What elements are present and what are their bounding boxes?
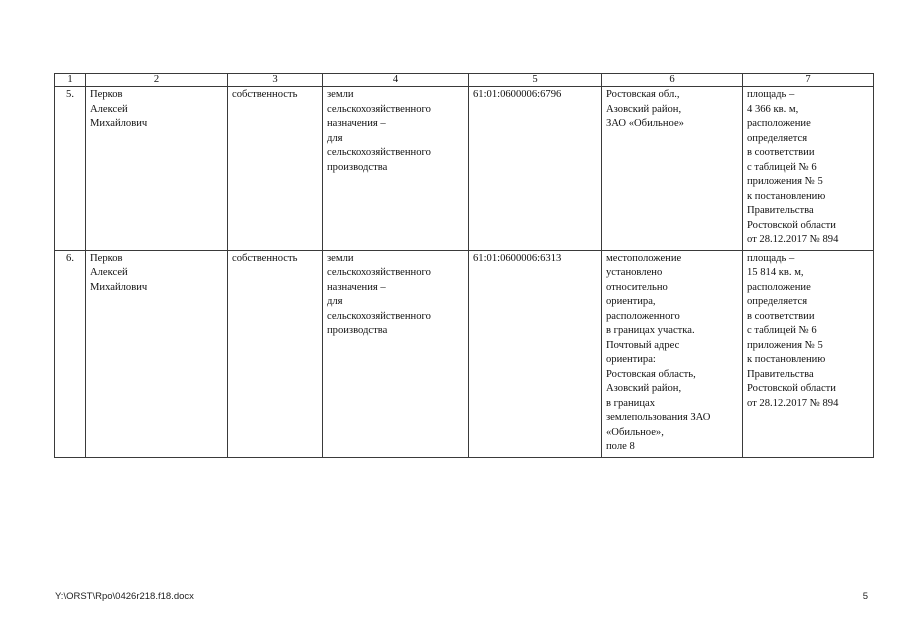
cell-line: для (327, 132, 343, 144)
cell-line: приложения № 5 (747, 339, 823, 351)
owner-name-cell (86, 250, 228, 457)
cell-line: сельскохозяйственного (327, 310, 431, 322)
cell-line: установлено (606, 267, 663, 278)
cell-line: Алексей (90, 103, 128, 115)
column-header: 1 (55, 74, 86, 87)
cell-line: расположение (747, 281, 811, 293)
column-header: 5 (469, 74, 602, 87)
cell-line: ориентира, (606, 296, 656, 307)
cell-line: Перков (90, 89, 123, 100)
area-cell (743, 250, 874, 457)
cell-line: к постановлению (747, 354, 826, 365)
cell-line: Ростовской области (747, 219, 836, 231)
cell-line: ориентира: (606, 354, 656, 365)
row-number-cell: 5. (55, 87, 86, 251)
cell-line: с таблицей № 6 (747, 161, 817, 173)
cell-line: с таблицей № 6 (747, 325, 817, 336)
cell-line: от 28.12.2017 № 894 (747, 234, 839, 245)
cell-line: Ростовская область, (606, 368, 696, 380)
header-row (55, 74, 874, 87)
cell-line: расположение (747, 118, 811, 129)
cell-line: Ростовская обл., (606, 89, 680, 100)
cell-line: Алексей (90, 267, 128, 278)
location-cell (602, 87, 743, 251)
cell-line: Почтовый адрес (606, 339, 680, 351)
cell-line: ЗАО «Обильное» (606, 118, 684, 129)
owner-name-cell (86, 87, 228, 251)
cell-line: Азовский район, (606, 103, 682, 115)
cell-line: расположенного (606, 310, 680, 322)
cell-line: 61:01:0600006:6313 (473, 252, 562, 264)
footer-file-path: Y:\ORST\Rpo\0426r218.f18.docx (55, 591, 194, 602)
cell-line: определяется (747, 296, 808, 307)
cell-line: назначения – (327, 118, 386, 129)
location-cell (602, 250, 743, 457)
cell-line: Михайлович (90, 281, 148, 293)
cell-line: собственность (232, 89, 298, 100)
cell-line: 15 814 кв. м, (747, 267, 804, 278)
cell-line: для (327, 296, 343, 307)
cell-line: определяется (747, 132, 808, 144)
cell-line: назначения – (327, 281, 386, 293)
column-header: 6 (602, 74, 743, 87)
land-category-cell (323, 87, 469, 251)
area-cell (743, 87, 874, 251)
cell-line: приложения № 5 (747, 176, 823, 187)
table-row (55, 87, 874, 251)
cell-line: сельскохозяйственного (327, 147, 431, 158)
cell-line: Азовский район, (606, 383, 682, 394)
cell-line: землепользования ЗАО (606, 412, 711, 423)
cell-line: в соответствии (747, 310, 815, 322)
land-plots-table (54, 73, 874, 458)
cell-line: сельскохозяйственного (327, 267, 431, 278)
cell-line: Михайлович (90, 118, 148, 129)
column-header: 4 (323, 74, 469, 87)
cell-line: в границах участка. (606, 325, 695, 336)
cell-line: Ростовской области (747, 383, 836, 394)
land-category-cell (323, 250, 469, 457)
cell-line: местоположение (606, 252, 682, 264)
cell-line: в границах (606, 397, 656, 409)
cell-line: собственность (232, 252, 298, 264)
cell-line: площадь – (747, 89, 795, 100)
cell-line: Перков (90, 252, 123, 264)
ownership-right-cell (228, 87, 323, 251)
cell-line: поле 8 (606, 441, 635, 452)
cell-line: к постановлению (747, 190, 826, 202)
table-row (55, 250, 874, 457)
cell-line: относительно (606, 281, 668, 293)
cadastral-number-cell (469, 250, 602, 457)
cell-line: производства (327, 325, 388, 336)
column-header: 7 (743, 74, 874, 87)
column-header: 2 (86, 74, 228, 87)
cell-line: земли (327, 89, 354, 100)
cell-line: производства (327, 161, 388, 173)
cell-line: в соответствии (747, 147, 815, 158)
cell-line: сельскохозяйственного (327, 103, 431, 115)
row-number-cell: 6. (55, 250, 86, 457)
cell-line: Правительства (747, 205, 814, 216)
ownership-right-cell (228, 250, 323, 457)
column-header: 3 (228, 74, 323, 87)
footer-page-number: 5 (862, 591, 868, 602)
cell-line: 4 366 кв. м, (747, 103, 799, 115)
cell-line: площадь – (747, 252, 795, 264)
cell-line: «Обильное», (606, 426, 664, 438)
cell-line: от 28.12.2017 № 894 (747, 397, 839, 409)
cell-line: Правительства (747, 368, 814, 380)
cell-line: 61:01:0600006:6796 (473, 89, 562, 100)
cadastral-number-cell (469, 87, 602, 251)
cell-line: земли (327, 252, 354, 264)
